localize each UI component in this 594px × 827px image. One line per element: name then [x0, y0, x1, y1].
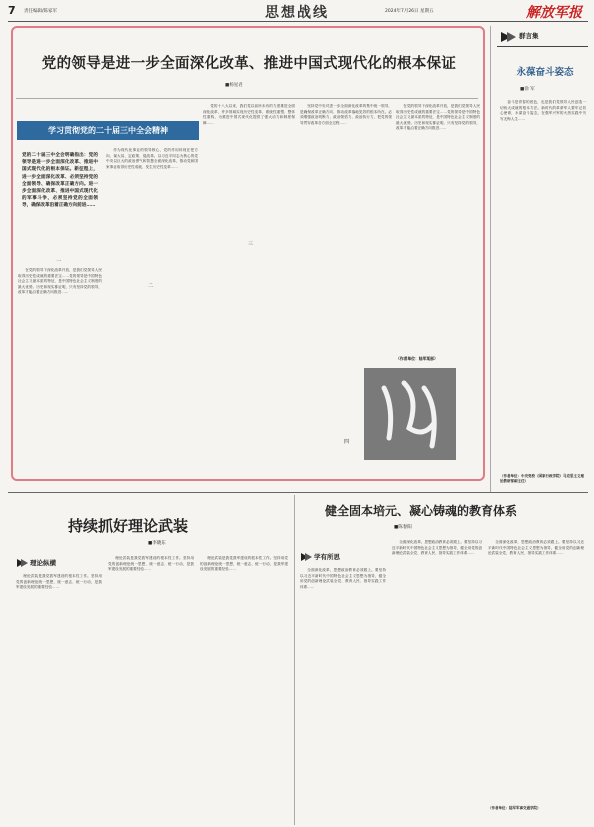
sidebar-divider	[490, 26, 491, 492]
article-2-column-3	[200, 556, 288, 824]
article-2-column-1	[16, 574, 102, 824]
lead-article-byline: ■杨星君	[225, 83, 243, 88]
lower-section-rule	[8, 492, 588, 493]
lead-column-4-text: 坚持党中央对进一步全面深化改革的集中统一领导，是确保改革正确方向、推动改革落地见效的根本所在。必须增强政治判断力、政治领悟力、政治执行力，把党的领导贯穿改革各方面全过程……	[300, 104, 392, 125]
article-3-byline: ■陈春阳	[394, 525, 412, 530]
section-number-3: 三	[248, 241, 254, 247]
article-2-title: 持续抓好理论武装	[68, 517, 189, 535]
lead-column-1-text: 在党的领导下深化改革开放，是我们党领导人民取得历史性成就的重要法宝……党的领导是中国特色社会主义最本质的特征，是中国特色社会主义制度的最大优势。历史和现实都证明，只有坚持党的领导，改革才能沿着正确方向推进……	[18, 268, 102, 294]
lead-column-3	[203, 104, 295, 476]
sidebar-body-text: 奋斗是青春的底色，也是我们党领导人民创造一切伟大成就的根本方法。新时代的革命军人要牢记初心使命，永葆奋斗姿态，在强军兴军的火热实践中书写无悔人生……	[500, 100, 586, 121]
article-2-column-3-text: 理论武装是我党我军建设的根本性工作。坚持用党的创新理论统一思想、统一意志、统一行动，是我军建设发展的重要经验……	[200, 556, 288, 571]
lower-column-divider	[294, 495, 295, 825]
sidebar-byline: ■徐 军	[520, 87, 535, 92]
article-3-column-1	[300, 568, 386, 824]
calligraphy-strokes	[364, 368, 456, 460]
lead-column-3-text: 党的十八大以来，我们党以前所未有的力度推进全面深化改革，许多领域实现历史性变革、系统性重塑、整体性重构，为推进中国式现代化提供了强大动力和制度保障……	[203, 104, 295, 125]
lead-column-1	[18, 268, 102, 476]
article-2-column-2	[108, 556, 194, 824]
lead-column-2-text: 作为现代化事业的领导核心，党的作用体现在把方向、谋大局、定政策、促改革。以习近平同志为核心的党中央以巨大的政治勇气和智慧全面深化改革，推动党和国家事业取得历史性成就、发生历史性变革……	[106, 148, 198, 169]
section-number-1: 一	[56, 259, 62, 265]
article-3-author-note: （作者单位：陆军军事交通学院）	[488, 806, 541, 810]
sidebar-header	[497, 30, 588, 44]
lead-column-5-text: 在党的领导下深化改革开放，是我们党领导人民取得历史性成就的重要法宝……党的领导是中国特色社会主义最本质的特征，是中国特色社会主义制度的最大优势。历史和现实都证明，只有坚持党的领导，改革才能沿着正确方向推进……	[396, 104, 480, 130]
masthead-logo: 解放军报	[526, 5, 582, 21]
section-title: 思想战线	[265, 5, 329, 21]
lead-article-title: 党的领导是进一步全面深化改革、推进中国式现代化的根本保证	[41, 56, 457, 72]
sidebar-body	[500, 100, 586, 470]
article-3-column-3	[488, 540, 584, 800]
article-3-column-1-text: 全面深化改革，思想政治教育必须跟上。要坚持以习近平新时代中国特色社会主义思想为指导，健全用党的创新理论武装全党、教育人民、指导实践工作体系……	[300, 568, 386, 589]
article-2-byline: ■李晓东	[148, 541, 166, 546]
page-number: 7	[8, 4, 16, 17]
arrow-icon	[300, 552, 312, 562]
plenary-banner: 学习贯彻党的二十届三中全会精神	[17, 121, 199, 140]
article-2-column-2-text: 理论武装是我党我军建设的根本性工作。坚持用党的创新理论统一思想、统一意志、统一行动，是我军建设发展的重要经验……	[108, 556, 194, 571]
calligraphy-image	[364, 368, 456, 460]
lead-author-note: （作者单位：陆军某部）	[396, 356, 438, 361]
arrow-icon	[16, 558, 28, 568]
section-number-4: 四	[344, 439, 350, 445]
editor-line: 责任编辑/陈家军	[24, 9, 58, 14]
article-2-column-1-text: 理论武装是我党我军建设的根本性工作。坚持用党的创新理论统一思想、统一意志、统一行动，是我军建设发展的重要经验……	[16, 574, 102, 589]
sidebar-label: 群言集	[519, 32, 539, 40]
sidebar-rule	[497, 46, 588, 47]
article-3-column-2-text: 全面深化改革，思想政治教育必须跟上。要坚持以习近平新时代中国特色社会主义思想为指导，健全用党的创新理论武装全党、教育人民、指导实践工作体系……	[392, 540, 482, 555]
article-3-kicker-label: 学有所思	[314, 553, 340, 561]
arrow-icon	[499, 30, 517, 44]
article-2-kicker-label: 理论纵横	[30, 559, 56, 567]
lead-column-2	[106, 148, 198, 476]
date-line: 2024年7月26日 星期五	[385, 9, 434, 14]
section-number-2: 二	[148, 283, 154, 289]
header-rule	[8, 21, 588, 22]
article-3-column-2	[392, 540, 482, 824]
lead-abstract: 党的二十届三中全会明确指出：党的领导是进一步全面深化改革、推进中国式现代化的根本保证。新征程上，进一步全面深化改革、必须坚持党的全面领导、确保改革正确方向。进一步全面深化改革、推进中国式现代化的军事斗争，必须坚持党的全面领导，确保改革沿着正确方向前进……	[22, 153, 98, 209]
sidebar-author-note: （作者单位：中央党校（国家行政学院）马克思主义理论教研部副主任）	[500, 474, 584, 483]
article-3-title: 健全固本培元、凝心铸魂的教育体系	[325, 504, 518, 518]
article-3-column-3-text: 全面深化改革，思想政治教育必须跟上。要坚持以习近平新时代中国特色社会主义思想为指导，健全用党的创新理论武装全党、教育人民、指导实践工作体系……	[488, 540, 584, 555]
lead-column-5	[396, 104, 480, 362]
title-divider	[16, 98, 478, 99]
sidebar-title: 永葆奋斗姿态	[516, 67, 574, 78]
